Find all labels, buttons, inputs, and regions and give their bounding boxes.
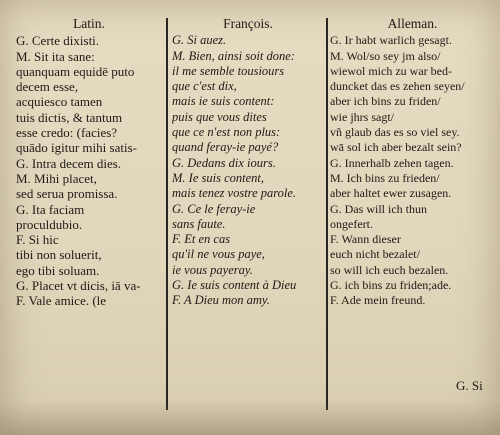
latin-line: quanquam equidē puto [16,63,135,79]
francois-line: que ce n'est non plus: [172,125,281,140]
aleman-line: G. Das will ich thun [330,201,427,216]
german-column [330,16,495,309]
column-rule-right [326,18,328,410]
francois-line: sans faute. [172,216,226,231]
latin-line: tuis dictis, & tantum [16,109,123,125]
french-lines [172,33,324,308]
column-rule-left [166,18,168,410]
aleman-line: so will ich euch bezalen. [330,262,449,277]
latin-line: G. Placet vt dicis, iā va- [16,278,141,294]
francois-line: G. Ie suis content à Dieu [172,278,297,293]
aleman-line: aber haltet ewer zusagen. [330,186,452,201]
german-lines [330,33,495,308]
francois-line: mais tenez vostre parole. [172,186,297,201]
german-heading: Alleman. [387,16,438,31]
latin-line: acquiesco tamen [16,94,103,110]
latin-line: quādo igitur mihi satis- [16,140,137,156]
francois-line: il me semble tousiours [172,63,285,78]
aleman-line: F. Ade mein freund. [330,293,426,308]
francois-line: ie vous payeray. [172,262,253,277]
francois-line: mais ie suis content: [172,94,275,109]
latin-line: M. Mihi placet, [16,170,97,186]
francois-line: F. A Dieu mon amy. [172,293,270,308]
aleman-line: wie jhrs sagt/ [330,109,394,124]
aleman-line: M. Ich bins zu frieden/ [330,170,440,185]
latin-line: ego tibi soluam. [16,262,100,278]
aleman-line: M. Wol/so sey jm also/ [330,48,441,63]
latin-line: G. Certe dixisti. [16,33,100,49]
catchword: G. Si [456,378,483,393]
francois-line: G. Si auez. [172,33,227,48]
latin-line: F. Si hic [16,232,59,248]
latin-line: sed serua promissa. [16,186,118,202]
francois-line: M. Bien, ainsi soit done: [172,48,295,63]
aleman-line: duncket das es zehen seyen/ [330,79,465,94]
francois-line: G. Ce le feray-ie [172,201,256,216]
latin-line: decem esse, [16,79,79,95]
aleman-line: euch nicht bezalet/ [330,247,420,262]
latin-line: esse credo: (facies? [16,125,118,141]
aleman-line: vñ glaub das es so viel sey. [330,125,460,140]
aleman-line: G. Ir habt warlich gesagt. [330,33,452,48]
francois-line: F. Et en cas [172,232,231,247]
francois-line: puis que vous dites [172,109,267,124]
french-column [172,16,324,309]
francois-line: M. Ie suis content, [172,170,264,185]
latin-line: M. Sit ita sane: [16,48,95,64]
latin-line: G. Intra decem dies. [16,155,122,171]
francois-line: qu'il ne vous paye, [172,247,265,262]
aleman-line: ongefert. [330,216,373,231]
aleman-line: G. ich bins zu friden;ade. [330,278,452,293]
aleman-line: wā sol ich aber bezalt sein? [330,140,462,155]
latin-column [16,16,162,309]
aleman-line: G. Innerhalb zehen tagen. [330,155,454,170]
french-heading: François. [223,16,273,31]
latin-line: tibi non soluerit, [16,247,102,263]
aleman-line: aber ich bins zu friden/ [330,94,441,109]
latin-lines [16,33,162,308]
francois-line: G. Dedans dix iours. [172,155,276,170]
latin-line: G. Ita faciam [16,201,85,217]
latin-heading: Latin. [73,16,105,31]
latin-line: proculdubio. [16,216,83,232]
latin-line: F. Vale amice. (le [16,293,107,309]
aleman-line: wiewol mich zu war bed- [330,63,452,78]
francois-line: que c'est dix, [172,79,237,94]
francois-line: quand feray-ie payé? [172,140,279,155]
aleman-line: F. Wann dieser [330,232,401,247]
